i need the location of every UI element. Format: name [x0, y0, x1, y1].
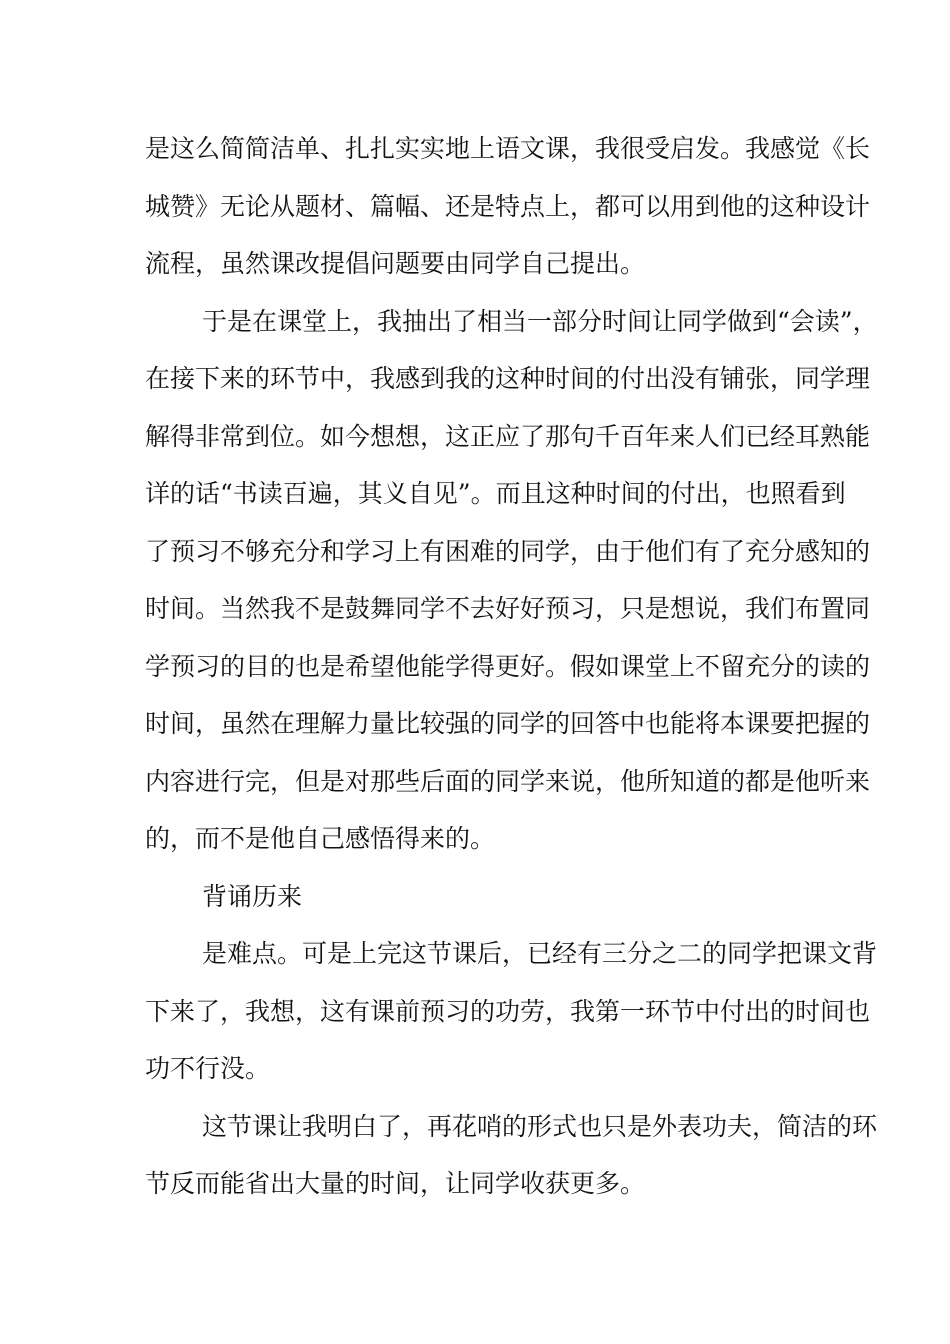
text-line: 详的话“书读百遍，其义自见”。而且这种时间的付出，也照看到: [145, 479, 846, 508]
text-line: 是难点。可是上完这节课后，已经有三分之二的同学把课文背: [202, 939, 878, 968]
text-line: 时间。当然我不是鼓舞同学不去好好预习，只是想说，我们布置同: [145, 594, 871, 623]
text-line: 下来了，我想，这有课前预习的功劳，我第一环节中付出的时间也: [145, 996, 871, 1026]
text-line: 的，而不是他自己感悟得来的。: [145, 824, 496, 853]
body-text: [145, 120, 878, 1213]
text-line: 了预习不够充分和学习上有困难的同学，由于他们有了充分感知的: [145, 536, 871, 566]
text-line: 背诵历来: [202, 881, 303, 911]
text-line: 流程，虽然课改提倡问题要由同学自己提出。: [145, 249, 646, 278]
text-line: 解得非常到位。如今想想，这正应了那句千百年来人们已经耳熟能: [145, 421, 871, 451]
text-line: 这节课让我明白了，再花哨的形式也只是外表功夫，简洁的环: [202, 1111, 878, 1141]
text-line: 内容进行完，但是对那些后面的同学来说，他所知道的都是他听来: [145, 766, 871, 796]
text-line: 功不行没。: [145, 1054, 271, 1083]
text-line: 城赞》无论从题材、篇幅、还是特点上，都可以用到他的这种设计: [145, 191, 871, 221]
text-line: 学预习的目的也是希望他能学得更好。假如课堂上不留充分的读的: [145, 651, 871, 681]
text-line: 在接下来的环节中，我感到我的这种时间的付出没有铺张，同学理: [145, 364, 871, 393]
text-line: 是这么简简洁单、扎扎实实地上语文课，我很受启发。我感觉《长: [145, 134, 871, 163]
text-line: 于是在课堂上，我抽出了相当一部分时间让同学做到“会读”，: [202, 306, 878, 336]
text-line: 节反而能省出大量的时间，让同学收获更多。: [145, 1169, 646, 1198]
text-line: 时间，虽然在理解力量比较强的同学的回答中也能将本课要把握的: [145, 709, 871, 738]
